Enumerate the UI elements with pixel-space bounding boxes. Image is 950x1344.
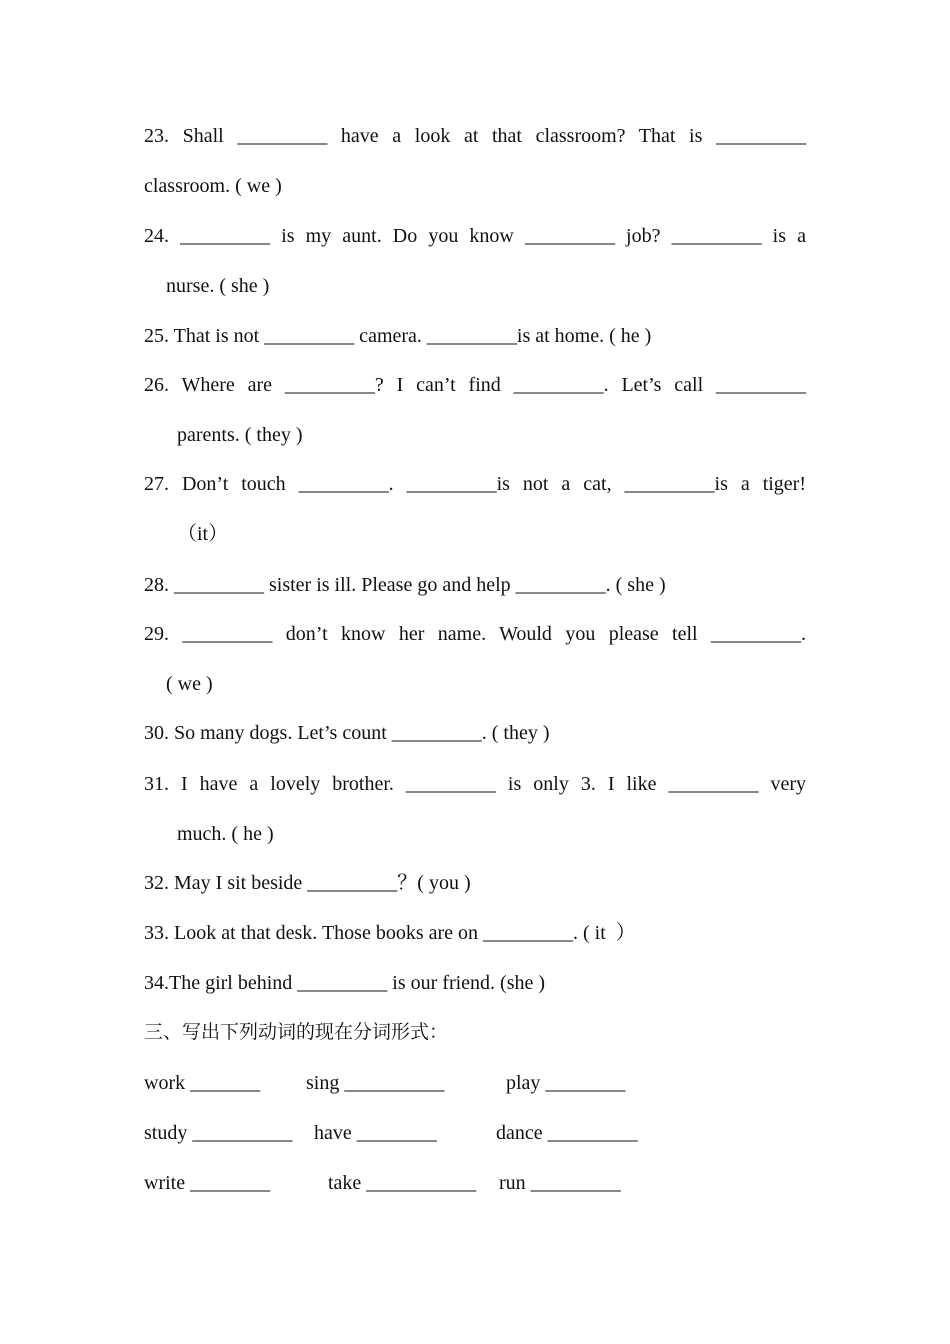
exercise-33-line-1: 33. Look at that desk. Those books are on _________. ( it ） (144, 922, 636, 944)
verb-have: have ________ (314, 1122, 437, 1144)
verb-play: play ________ (506, 1072, 626, 1094)
exercise-28-line-1: 28. _________ sister is ill. Please go and help _________. ( she ) (144, 574, 666, 596)
exercise-23-line-1: 23. Shall _________ have a look at that classroom? That is _________ (144, 125, 806, 147)
exercise-26-line-2: parents. ( they ) (177, 424, 303, 446)
exercise-31-line-2: much. ( he ) (177, 823, 274, 845)
verb-take: take ___________ (328, 1172, 477, 1194)
verb-study: study __________ (144, 1122, 293, 1144)
verb-dance: dance _________ (496, 1122, 638, 1144)
exercise-24-line-2: nurse. ( she ) (166, 275, 270, 297)
exercise-25-line-1: 25. That is not _________ camera. _________is at home. ( he ) (144, 325, 652, 347)
exercise-29-line-1: 29. _________ don’t know her name. Would you please tell _________. (144, 623, 806, 645)
exercise-29-line-2: ( we ) (166, 673, 213, 695)
verb-work: work _______ (144, 1072, 261, 1094)
section-3-heading: 三、写出下列动词的现在分词形式： (144, 1021, 449, 1043)
verb-write: write ________ (144, 1172, 271, 1194)
exercise-34-line-1: 34.The girl behind _________ is our friend. (she ) (144, 972, 546, 994)
verb-run: run _________ (499, 1172, 621, 1194)
exercise-23-line-2: classroom. ( we ) (144, 175, 282, 197)
exercise-30-line-1: 30. So many dogs. Let’s count _________. ( they ) (144, 722, 550, 744)
exercise-26-line-1: 26. Where are _________? I can’t find _________. Let’s call _________ (144, 374, 806, 396)
exercise-31-line-1: 31. I have a lovely brother. _________ is only 3. I like _________ very (144, 773, 806, 795)
exercise-24-line-1: 24. _________ is my aunt. Do you know _________ job? _________ is a (144, 225, 806, 247)
verb-sing: sing __________ (306, 1072, 445, 1094)
exercise-27-line-2: （it） (177, 523, 229, 545)
exercise-27-line-1: 27. Don’t touch _________. _________is not a cat, _________is a tiger! (144, 473, 806, 495)
exercise-32-line-1: 32. May I sit beside _________？( you ) (144, 872, 471, 894)
